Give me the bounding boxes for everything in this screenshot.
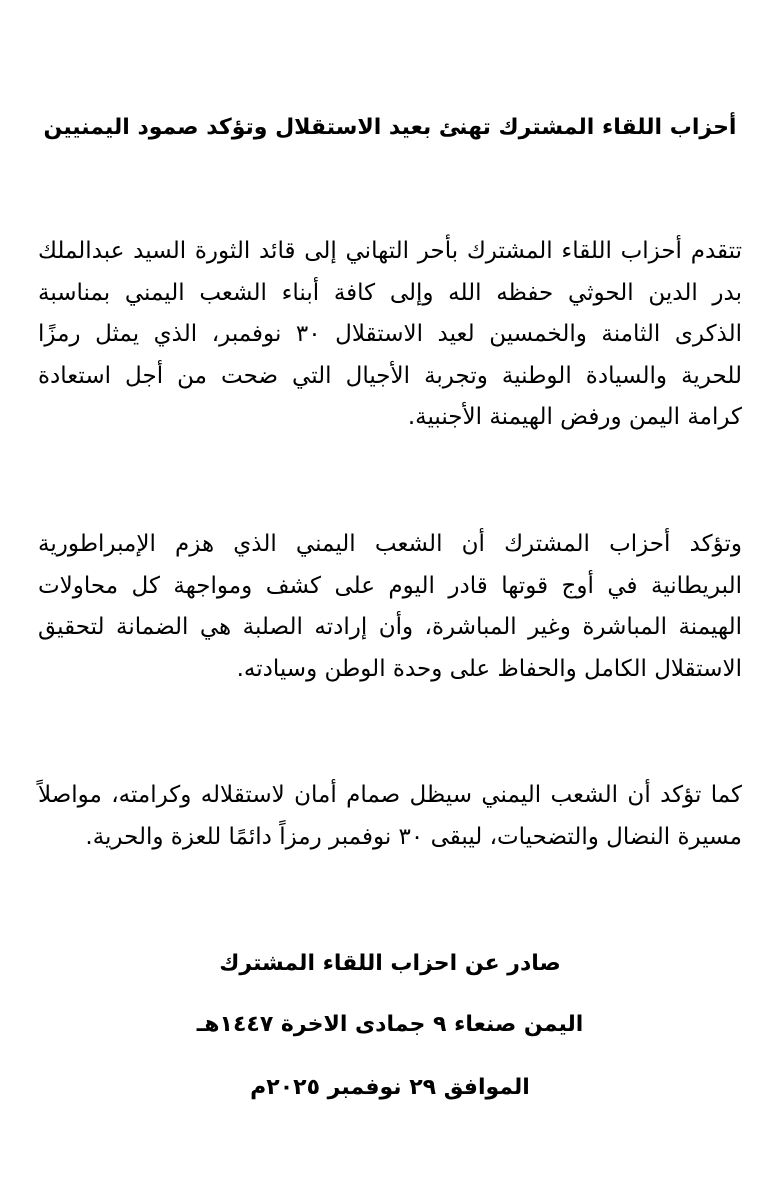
signature-date-gregorian: الموافق ٢٩ نوفمبر ٢٠٢٥م	[250, 1075, 530, 1100]
signature-place-date-hijri: اليمن صنعاء ٩ جمادى الاخرة ١٤٤٧هـ	[196, 1012, 584, 1037]
paragraph-closing: كما تؤكد أن الشعب اليمني سيظل صمام أمان لاستقلاله وكرامته، مواصلاً مسيرة النضال والتضحيات، ليبقى ٣٠ نوفمبر رمزاً دائمًا للعزة والحرية.	[38, 782, 742, 850]
signature-issuer: صادر عن احزاب اللقاء المشترك	[219, 951, 561, 976]
paragraph-affirmation: وتؤكد أحزاب المشترك أن الشعب اليمني الذي هزم الإمبراطورية البريطانية في أوج قوتها قادر اليوم على كشف ومواجهة كل محاولات الهيمنة المباشرة وغير المباشرة، وأن إرادته الصلبة هي الضمانة لتحقيق الاستقلال الكامل والحفاظ على وحدة الوطن وسيادته.	[38, 531, 742, 682]
paragraph-congratulations: تتقدم أحزاب اللقاء المشترك بأحر التهاني إلى قائد الثورة السيد عبدالملك بدر الدين الحوثي حفظه الله وإلى كافة أبناء الشعب اليمني بمناسبة الذكرى الثامنة والخمسين لعيد الاستقلال ٣٠ نوفمبر، الذي يمثل رمزًا للحرية والسيادة الوطنية وتجربة الأجيال التي ضحت من أجل استعادة كرامة اليمن ورفض الهيمنة الأجنبية.	[38, 238, 742, 430]
document-title: أحزاب اللقاء المشترك تهنئ بعيد الاستقلال وتؤكد صمود اليمنيين	[43, 115, 737, 140]
